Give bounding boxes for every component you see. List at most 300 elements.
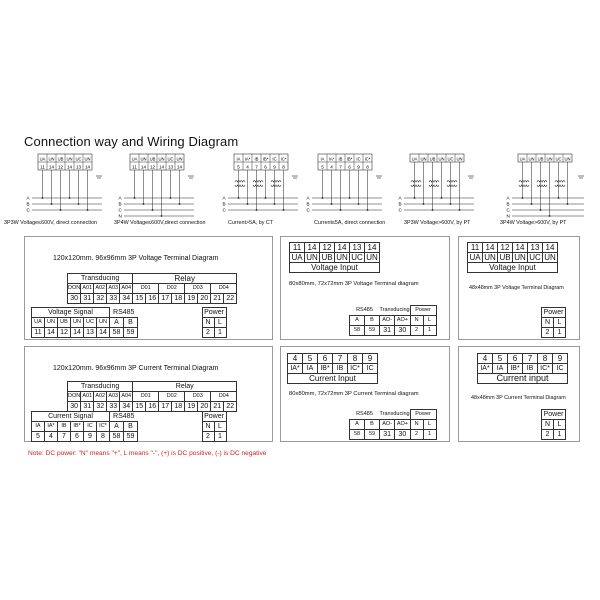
terminal-label: D04 (211, 284, 237, 294)
terminal-label: IC (363, 364, 378, 374)
junction-dot (414, 197, 416, 199)
transformer-coil (447, 185, 457, 187)
terminal-label: L (214, 422, 226, 432)
current-input-header: Current input (478, 374, 568, 384)
terminal-number: 33 (107, 402, 120, 412)
terminal-label: N (202, 422, 214, 432)
terminal-label: UN (306, 253, 318, 262)
terminal-label: UN (546, 156, 553, 162)
rs485-label: RS485 (356, 306, 373, 313)
wiring-caption: Current>5A, by CT (228, 220, 274, 226)
transformer-coil (447, 181, 457, 183)
junction-dot (265, 197, 267, 199)
junction-dot (78, 203, 80, 205)
terminal-label: IA* (244, 156, 251, 162)
terminal-number: 4 (246, 164, 249, 170)
terminal-number: 18 (172, 294, 185, 304)
terminal-number: 22 (224, 294, 237, 304)
junction-dot (367, 209, 369, 211)
junction-dot (51, 203, 53, 205)
terminal-number: 17 (159, 294, 172, 304)
terminal-label: A03 (107, 392, 120, 402)
transducing-label: Transducing (68, 382, 133, 392)
transformer-coil (519, 185, 529, 187)
terminal-label: D04 (211, 392, 237, 402)
terminal-label: UC (167, 156, 174, 162)
terminal-label: A (110, 318, 124, 328)
relay-label: Relay (133, 382, 237, 392)
terminal-number: 13 (350, 243, 365, 253)
terminal-number: 14 (158, 164, 165, 170)
terminal-number: 31 (380, 430, 395, 440)
terminal-label: IA* (478, 364, 493, 374)
terminal-label: N (542, 318, 554, 328)
terminal-label: B (365, 316, 380, 326)
terminal-label: UN (564, 156, 571, 162)
terminal-number: 13 (528, 243, 543, 253)
phase-label: B (306, 201, 310, 207)
terminal-label: IB* (346, 156, 353, 162)
terminal-label: UN (484, 253, 496, 262)
terminal-label: IC* (280, 156, 287, 162)
terminal-number: 19 (185, 402, 198, 412)
terminal-label: IA* (45, 422, 58, 432)
terminal-number: 1 (423, 430, 436, 440)
terminal-number: 14 (140, 164, 147, 170)
comm-power-table (349, 305, 437, 336)
transformer-coil (537, 185, 547, 187)
terminal-label: A04 (120, 392, 133, 402)
terminal-label: A (350, 316, 365, 326)
terminal-label: UA (32, 318, 45, 328)
terminal-number: 7 (333, 354, 348, 364)
wiring-diagram-3p4w-direct (118, 152, 198, 222)
terminal-number: 14 (71, 328, 84, 338)
terminal-number: 8 (348, 354, 363, 364)
relay-label: Relay (133, 274, 237, 284)
terminal-label: UN (97, 318, 110, 328)
terminal-label: IB (523, 364, 538, 374)
transformer-coil (555, 185, 565, 187)
terminal-number: 58 (350, 430, 365, 440)
terminal-number: 9 (357, 164, 360, 170)
terminal-label: A02 (94, 284, 107, 294)
phase-label: A (26, 195, 30, 201)
power-label: Power (202, 308, 226, 318)
terminal-number: 14 (543, 243, 558, 253)
terminal-label: UA (411, 156, 418, 162)
terminal-label: UN (544, 253, 556, 262)
terminal-label: UA (131, 156, 138, 162)
terminal-number: 4 (478, 354, 493, 364)
junction-dot (87, 209, 89, 211)
terminal-label: UA (291, 253, 303, 262)
terminal-label: A04 (120, 284, 133, 294)
terminal-label: UN (366, 253, 378, 262)
terminal-label: UN (456, 156, 463, 162)
junction-dot (42, 197, 44, 199)
terminal-number: 2 (202, 328, 214, 338)
terminal-number: 2 (410, 430, 423, 440)
terminal-label: A (350, 420, 365, 430)
terminal-label: UB (149, 156, 156, 162)
terminal-label: AO- (380, 316, 395, 326)
terminal-number: 30 (68, 402, 81, 412)
panel-current-120 (24, 346, 273, 442)
phase-label: B (26, 201, 30, 207)
terminal-number: 14 (66, 164, 73, 170)
terminal-label: A03 (107, 284, 120, 294)
terminal-number: 2 (542, 328, 554, 338)
panel-title: 120x120mm. 96x96mm 3P Current Terminal Diagram (53, 365, 219, 372)
transformer-coil (429, 181, 439, 183)
terminal-number: 4 (330, 164, 333, 170)
terminal-label: N (202, 318, 214, 328)
junction-dot (69, 197, 71, 199)
terminal-number: 2 (410, 326, 423, 336)
terminal-label: UB (58, 318, 71, 328)
terminal-label: N (410, 420, 423, 430)
transformer-coil (519, 181, 529, 183)
terminal-number: 14 (365, 243, 380, 253)
junction-dot (152, 209, 154, 211)
terminal-label: UN (336, 253, 348, 262)
wiring-diagram-3p3w-direct (26, 152, 106, 222)
junction-dot (441, 197, 443, 199)
terminal-number: 33 (107, 294, 120, 304)
signal-table (31, 411, 227, 442)
junction-dot (558, 197, 560, 199)
terminal-label: UB (321, 253, 333, 262)
terminal-number: 1 (554, 328, 566, 338)
terminal-number: 59 (124, 328, 138, 338)
terminal-label: D02 (159, 392, 185, 402)
terminal-label: UB (499, 253, 511, 262)
transformer-coil (411, 185, 421, 187)
terminal-number: 17 (159, 402, 172, 412)
terminal-number: 6 (318, 354, 333, 364)
terminal-number: 30 (395, 430, 410, 440)
terminal-number: 30 (395, 326, 410, 336)
terminal-label: UA (469, 253, 481, 262)
junction-dot (283, 209, 285, 211)
current-input-header: Current Input (288, 374, 378, 384)
junction-dot (322, 197, 324, 199)
relay-table (67, 273, 237, 304)
transformer-coil (271, 185, 281, 187)
terminal-label: IA (303, 364, 318, 374)
terminal-number: 1 (554, 430, 566, 440)
terminal-number: 6 (71, 432, 84, 442)
terminal-number: 13 (75, 164, 82, 170)
junction-dot (161, 215, 163, 217)
terminal-label: UC (555, 156, 562, 162)
junction-dot (540, 209, 542, 211)
voltage-signal-label: Voltage Signal (32, 308, 110, 318)
terminal-label: IB* (71, 422, 84, 432)
terminal-number: 11 (132, 164, 137, 170)
terminal-number: 15 (133, 294, 146, 304)
terminal-number: 14 (45, 328, 58, 338)
terminal-number: 19 (185, 294, 198, 304)
terminal-number: 59 (124, 432, 138, 442)
junction-dot (349, 197, 351, 199)
terminal-number: 21 (211, 402, 224, 412)
terminal-number: 34 (120, 294, 133, 304)
terminal-number: 31 (380, 326, 395, 336)
terminal-number: 16 (146, 402, 159, 412)
terminal-number: 13 (167, 164, 174, 170)
terminal-number: 7 (58, 432, 71, 442)
terminal-number: 9 (553, 354, 568, 364)
terminal-label: UN (528, 156, 535, 162)
terminal-label: UN (176, 156, 183, 162)
phase-label: A (398, 195, 402, 201)
terminal-label: IA (320, 156, 325, 162)
junction-dot (256, 209, 258, 211)
transducing-label: Transducing (379, 306, 410, 313)
terminal-label: AO- (380, 420, 395, 430)
terminal-number: 30 (68, 294, 81, 304)
terminal-number: 8 (538, 354, 553, 364)
terminal-number: 18 (172, 402, 185, 412)
terminal-label: L (214, 318, 226, 328)
panel-subtitle: 80x80mm, 72x72mm 3P Voltage Terminal diagram (289, 281, 419, 287)
terminal-number: 5 (303, 354, 318, 364)
terminal-label: N (542, 420, 554, 430)
terminal-label: IB (333, 364, 348, 374)
terminal-number: 14 (513, 243, 528, 253)
terminal-label: IC* (348, 364, 363, 374)
terminal-label: IB (338, 156, 343, 162)
terminal-number: 16 (146, 294, 159, 304)
terminal-number: 12 (58, 328, 71, 338)
terminal-number: 22 (224, 402, 237, 412)
terminal-number: 2 (202, 432, 214, 442)
junction-dot (247, 203, 249, 205)
rs485-label: RS485 (113, 412, 135, 420)
terminal-label: UA (39, 156, 46, 162)
terminal-number: 14 (84, 164, 91, 170)
terminal-label: UC (84, 318, 97, 328)
terminal-number: 34 (120, 402, 133, 412)
terminal-number: 14 (305, 243, 320, 253)
wiring-caption: 3P3W Voltage≤600V, direct connection (4, 220, 97, 226)
wiring-diagram-current-direct (306, 152, 386, 222)
terminal-number: 11 (40, 164, 45, 170)
power-table (541, 409, 566, 440)
page-title: Connection way and Wiring Diagram (24, 134, 239, 149)
junction-dot (143, 203, 145, 205)
rs485-label: RS485 (113, 308, 135, 316)
terminal-label: UN (84, 156, 91, 162)
terminal-number: 4 (45, 432, 58, 442)
terminal-number: 9 (273, 164, 276, 170)
junction-dot (567, 203, 569, 205)
terminal-label: B (124, 318, 138, 328)
wiring-caption: 3P3W Voltage>600V, by PT (404, 220, 471, 226)
terminal-number: 58 (110, 432, 124, 442)
junction-dot (522, 197, 524, 199)
terminal-number: 13 (84, 328, 97, 338)
terminal-label: DON (68, 392, 81, 402)
terminal-label: AO+ (395, 420, 410, 430)
phase-label: B (506, 201, 510, 207)
terminal-label: IA* (288, 364, 303, 374)
terminal-number: 15 (133, 402, 146, 412)
junction-dot (459, 209, 461, 211)
terminal-label: UC (529, 253, 541, 262)
phase-label: B (118, 201, 122, 207)
phase-label: C (222, 207, 226, 213)
terminal-number: 31 (81, 402, 94, 412)
junction-dot (179, 203, 181, 205)
terminal-label: D01 (133, 284, 159, 294)
wiring-diagram-ct (222, 152, 302, 222)
terminal-number: 9 (363, 354, 378, 364)
terminal-label: A01 (81, 392, 94, 402)
terminal-number: 5 (32, 432, 45, 442)
panel-subtitle: 48x48mm 3P Voltage Terminal Diagram (469, 285, 564, 291)
terminal-label: IB* (318, 364, 333, 374)
wiring-diagram-3p3w-pt (398, 152, 478, 222)
terminal-label: L (423, 316, 436, 326)
panel-current-80 (280, 346, 450, 442)
phase-label: C (306, 207, 310, 213)
wiring-caption: 3P4W Voltage>600V, by PT (500, 220, 567, 226)
phase-label: C (26, 207, 30, 213)
terminal-number: 7 (339, 164, 342, 170)
terminal-number: 7 (255, 164, 258, 170)
junction-dot (423, 203, 425, 205)
current-signal-label: Current Signal (32, 412, 110, 422)
terminal-label: IB* (508, 364, 523, 374)
terminal-number: 20 (198, 294, 211, 304)
terminal-number: 12 (149, 164, 156, 170)
voltage-input-header: Voltage Input (468, 263, 558, 273)
terminal-label: UC (351, 253, 363, 262)
panel-voltage-120 (24, 236, 273, 340)
terminal-number: 11 (468, 243, 483, 253)
voltage-input-table (289, 242, 380, 273)
transformer-coil (411, 181, 421, 183)
terminal-label: UN (66, 156, 73, 162)
junction-dot (432, 209, 434, 211)
terminal-label: A02 (94, 392, 107, 402)
phase-label: N (118, 213, 122, 219)
terminal-number: 14 (48, 164, 55, 170)
terminal-label: UN (140, 156, 147, 162)
terminal-number: 14 (176, 164, 183, 170)
rs485-label: RS485 (356, 410, 373, 417)
terminal-label: UN (71, 318, 84, 328)
terminal-number: 20 (198, 402, 211, 412)
terminal-number: 1 (423, 326, 436, 336)
terminal-label: D02 (159, 284, 185, 294)
terminal-number: 4 (288, 354, 303, 364)
terminal-label: L (554, 318, 566, 328)
terminal-number: 1 (214, 328, 226, 338)
dc-power-note: Note: DC power: "N" means "+", L means "-", (+) is DC positive, (-) is DC negative (28, 450, 267, 457)
terminal-number: 14 (335, 243, 350, 253)
terminal-number: 11 (290, 243, 305, 253)
terminal-label: IB (254, 156, 259, 162)
terminal-label: B (124, 422, 138, 432)
terminal-number: 8 (97, 432, 110, 442)
terminal-label: IC* (364, 156, 371, 162)
panel-title: 120x120mm. 96x96mm 3P Voltage Terminal Diagram (53, 255, 219, 262)
panel-voltage-80 (280, 236, 450, 340)
junction-dot (358, 203, 360, 205)
terminal-label: B (365, 420, 380, 430)
transducing-label: Transducing (379, 410, 410, 417)
terminal-number: 6 (348, 164, 351, 170)
terminal-label: UN (45, 318, 58, 328)
transformer-coil (235, 185, 245, 187)
terminal-number: 14 (97, 328, 110, 338)
terminal-number: 12 (320, 243, 335, 253)
terminal-label: IA (32, 422, 45, 432)
transformer-coil (537, 181, 547, 183)
terminal-label: D03 (185, 284, 211, 294)
junction-dot (238, 197, 240, 199)
wiring-caption: 3P4W Voltage≤600V,direct connection (114, 220, 206, 226)
terminal-label: A01 (81, 284, 94, 294)
transformer-coil (235, 181, 245, 183)
terminal-label: IA (493, 364, 508, 374)
terminal-number: 8 (282, 164, 285, 170)
terminal-number: 58 (110, 328, 124, 338)
terminal-label: L (554, 420, 566, 430)
terminal-label: UC (447, 156, 454, 162)
terminal-number: 58 (350, 326, 365, 336)
terminal-number: 11 (32, 328, 45, 338)
junction-dot (549, 215, 551, 217)
phase-label: B (398, 201, 402, 207)
junction-dot (170, 197, 172, 199)
terminal-number: 9 (84, 432, 97, 442)
terminal-number: 32 (94, 402, 107, 412)
terminal-number: 14 (483, 243, 498, 253)
phase-label: C (506, 207, 510, 213)
terminal-label: D03 (185, 392, 211, 402)
wiring-diagram-3p4w-pt (506, 152, 588, 222)
terminal-label: IC (84, 422, 97, 432)
phase-label: A (306, 195, 310, 201)
terminal-label: IA* (328, 156, 335, 162)
voltage-input-header: Voltage Input (290, 263, 380, 273)
terminal-number: 8 (366, 164, 369, 170)
terminal-label: IA (236, 156, 241, 162)
terminal-number: 7 (523, 354, 538, 364)
phase-label: N (506, 213, 510, 219)
junction-dot (340, 209, 342, 211)
current-input-table (287, 353, 378, 384)
terminal-label: DON (68, 284, 81, 294)
power-label: Power (542, 308, 566, 318)
terminal-label: UN (158, 156, 165, 162)
transformer-coil (253, 185, 263, 187)
terminal-label: UA (519, 156, 526, 162)
transformer-coil (555, 181, 565, 183)
terminal-label: UC (75, 156, 82, 162)
terminal-label: D01 (133, 392, 159, 402)
terminal-label: A (110, 422, 124, 432)
terminal-number: 5 (237, 164, 240, 170)
voltage-input-table (467, 242, 558, 273)
power-table (541, 307, 566, 338)
terminal-number: 6 (508, 354, 523, 364)
